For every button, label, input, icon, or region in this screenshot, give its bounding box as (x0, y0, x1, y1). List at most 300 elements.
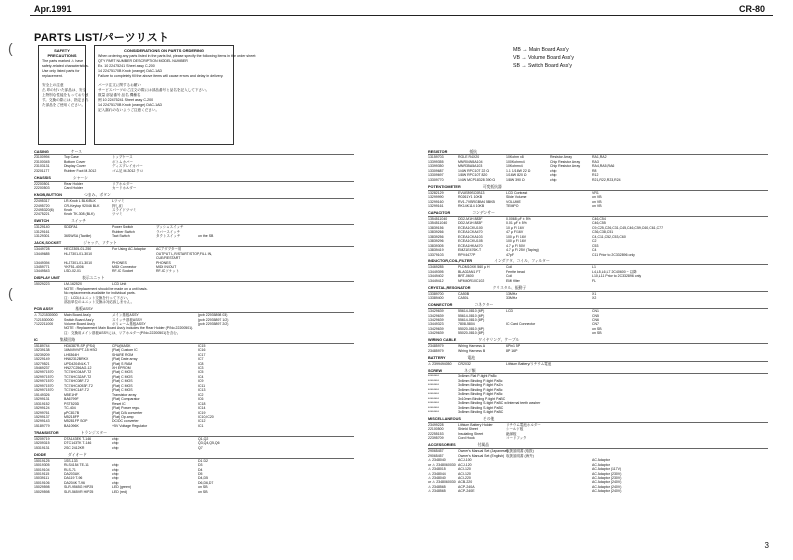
part-row (428, 253, 768, 257)
part-description: (Flat) D/A converter (112, 410, 143, 415)
part-code: DD2-M1H 883F (458, 216, 483, 221)
part-number: 13839256 (428, 234, 444, 239)
part-number: 22495320(6) (34, 207, 54, 212)
part-number: 23100045 (34, 159, 50, 164)
part-description: 10Kohmx4 (506, 164, 523, 169)
part-number: 13389400 (428, 296, 444, 301)
part-description: Lツマミ (112, 199, 125, 204)
safety-precautions-box (38, 45, 89, 145)
part-code: SDDFA1 (64, 225, 78, 230)
section-note: NOTE : Replacement should be made on a unit basis. (64, 286, 148, 291)
part-description: chip (112, 467, 119, 472)
part-description-jp (550, 410, 592, 414)
part-code: ACJ-100 (458, 458, 472, 463)
part-description: 4.7 μ F/ 25V (Taping) (506, 248, 539, 253)
ordering-line: 記入漏れのないようご注意ください。 (98, 108, 160, 112)
part-row (34, 212, 354, 216)
part-number: 13129301 (34, 234, 50, 239)
part-number: 13459771 (34, 264, 50, 269)
ordering-line: 14 22475170B Knob (orange) DAC-1AD (98, 103, 163, 107)
part-number: 15299143 (34, 419, 50, 424)
part-number: 13309770 (428, 177, 444, 182)
part-description-jp (156, 186, 198, 190)
part-number: 13379103 (428, 252, 444, 257)
part-number: 15029598 (34, 485, 50, 490)
binding-mark: ( (8, 40, 13, 56)
part-code: Top Case (64, 155, 79, 160)
part-code: ACI-120 (458, 467, 471, 472)
part-code: DTA143EK T-146 (64, 436, 92, 441)
part-location: C36,C38,C51 (592, 230, 614, 235)
ordering-considerations-box (94, 45, 257, 145)
part-description: 47pF (506, 252, 514, 257)
part-description: ディスプレイカバー (112, 164, 143, 169)
part-number: ⚠ 2348044 (428, 471, 446, 476)
part-code: M5218FP (64, 415, 80, 420)
part-row (34, 424, 354, 428)
part-number: 13429639 (428, 313, 444, 318)
part-code: 2SC 2412KR (64, 445, 85, 450)
section-title-jp: 可変抵抗器 (482, 184, 502, 189)
part-location: D1 D2 (198, 458, 208, 463)
part-description: シールド板 (506, 427, 524, 432)
part-code: BA6799F (64, 397, 79, 402)
section-title: DISPLAY UNIT (34, 276, 60, 281)
section-note: 注：交換用メイン基板ASSYには、リアホルダー(P/No.22200501)を含む。 (64, 330, 181, 335)
part-number: ******** (428, 387, 439, 392)
part-number: 23100994 (34, 155, 50, 160)
part-location (198, 169, 354, 173)
part-code: EMZ1E476K-T (458, 248, 482, 253)
part-code: ACJ-120 (458, 462, 472, 467)
header-divider (30, 15, 773, 16)
part-description-jp: Chip Resistor Array (550, 164, 581, 169)
part-number: 13299160 (428, 199, 444, 204)
section-title-jp: ワイヤリング、ケーブル (478, 338, 520, 343)
part-location: IC4 (198, 374, 204, 379)
part-description: (Flat) Power regu. (112, 406, 141, 411)
part-location: RA3 (592, 159, 599, 164)
part-location: CN7 (592, 322, 600, 327)
part-description: ゴム足 M-3012 クロ (112, 168, 144, 173)
part-code: TC74HC08F-T2 (64, 379, 89, 384)
part-description (506, 410, 550, 414)
part-number: 13469285 (428, 265, 444, 270)
part-location: on VB (592, 203, 602, 208)
section-title: POTENTIOMETER (428, 184, 461, 189)
part-code: 3x10mm Binding P-tight PaBC (458, 396, 506, 401)
part-number: 13429639 (428, 317, 444, 322)
section-title: CHASSIS (34, 175, 51, 180)
part-code: ACB-220 (458, 480, 473, 485)
section-title-jp: 集積回路 (59, 337, 75, 342)
part-location: IC15 (198, 343, 206, 348)
part-description: メイン基板ASSY (112, 313, 139, 318)
safety-line: た部品をご使用ください。 (42, 103, 86, 107)
part-number: 13839305 (428, 243, 444, 248)
part-code: NFM40R10C102 (458, 278, 485, 283)
section-note: No replacements available for individual parts. (64, 291, 136, 296)
part-number: ⚠ 7121530000 (34, 313, 58, 318)
part-code: 1/4W RPC10T 22 Ω (458, 168, 489, 173)
part-code: HN62312BRKX (64, 357, 89, 362)
part-number: 15209719 (34, 436, 50, 441)
part-code: 1/4W MCP18328 390 Ω (458, 177, 496, 182)
part-row (428, 204, 768, 208)
part-code: BA1096K (64, 423, 79, 428)
part-code: Wiring Harness B (458, 348, 486, 353)
section-note: 部品単位のユニット交換は対応致しません。 (64, 300, 135, 305)
part-location (592, 349, 768, 353)
part-number: 15039111 (34, 476, 50, 481)
part-description: 10 μ F/ 16V (506, 225, 525, 230)
part-number: 13449323 (428, 322, 444, 327)
part-description: chip (112, 441, 119, 446)
part-number: 1529971570 (34, 370, 54, 375)
part-number: 15229149 (34, 357, 50, 362)
part-description: 33MHz (506, 296, 518, 301)
part-description: DC/DC converter (112, 419, 139, 424)
part-number: 15299131 (34, 397, 50, 402)
part-description: スイッチ基板ASSY (112, 317, 143, 322)
part-location: Q7 (198, 445, 203, 450)
part-number: 22200501 (34, 181, 50, 186)
part-row (428, 362, 768, 366)
part-code: R0261Y1 10KB (458, 195, 483, 200)
ordering-line: 14 22475170B Knob (orange) DAC-1AD (98, 69, 163, 73)
part-number: 1354511040 (428, 221, 448, 226)
part-code: Knob TK-308 (BLK) (64, 212, 95, 217)
part-description (506, 489, 550, 493)
part-number: 13839266 (428, 230, 444, 235)
part-code: Wiring Harness A (458, 344, 486, 349)
part-location (592, 436, 768, 440)
part-row (428, 279, 768, 283)
part-code: CA50L (458, 296, 469, 301)
part-location: IC6 (198, 397, 204, 402)
part-location: (pcb 22935897 1/2) (198, 317, 229, 322)
part-code: HLJ7301-01-3010 (64, 260, 93, 265)
part-location: IC8 (198, 361, 204, 366)
part-code: RGLE R4X20 (458, 155, 480, 160)
part-description: 取扱説明書 (海外) (506, 453, 534, 458)
part-code: RV1-7VBRGBM4 5BKB (458, 199, 495, 204)
safety-line: safety-related characteristics. (42, 64, 89, 68)
part-location: X1 (592, 291, 597, 296)
safety-line: 上特別な性能をもっておりま (42, 93, 89, 97)
part-number: 13449412 (428, 278, 444, 283)
part-code: 55614-0810 (6P) (458, 313, 485, 318)
section-title: JACK,SOCKET (34, 241, 62, 246)
ordering-line: 数量 部品番号 品名 機種名 (98, 93, 141, 97)
part-description: 取扱説明書 (取扱) (506, 449, 534, 454)
part-code: CA50B (458, 291, 470, 296)
part-number: ⚠ 2348015 (428, 467, 446, 472)
part-description: ボリューム基板ASSY (112, 321, 146, 326)
part-location: D4,D5 (198, 476, 208, 481)
part-code: 3x8mm Binding S-tight PaBC (458, 410, 504, 415)
part-code: TC74HC14F-T2 (64, 388, 89, 393)
part-description-jp (550, 362, 592, 366)
part-number: 7122211000 (34, 321, 54, 326)
part-number: 13449394 (34, 260, 50, 265)
part-code: CR-Keytop 92046 BLK (64, 203, 100, 208)
part-description: Ferrite bead (506, 269, 525, 274)
section-title-jp: シャーシ (72, 175, 88, 180)
part-description-jp (156, 446, 198, 450)
header-date: Apr.1991 (34, 4, 72, 14)
part-description-jp (550, 349, 592, 353)
part-description: XH EPROM (112, 366, 131, 371)
part-location: VR1 (592, 190, 599, 195)
part-number: 23103131 (34, 164, 50, 169)
part-description: Coil (506, 265, 513, 270)
part-code: ACI-120 (458, 471, 471, 476)
section-title-jp: トランジスター (80, 430, 107, 435)
part-code: CR2032 (458, 361, 471, 366)
part-location: CN6 (592, 317, 600, 322)
part-code: M5E1HF (64, 392, 78, 397)
part-number: 13839296 (428, 239, 444, 244)
section-title-jp: コネクター (474, 303, 494, 308)
part-number: 15149326 (34, 392, 50, 397)
part-description: (Flat) C MOS (112, 370, 133, 375)
part-location: RA4,RA5,RA6 (592, 164, 615, 169)
part-number: ⚠ 2348565 (428, 484, 446, 489)
part-description: chip (112, 445, 119, 450)
part-description: +5V Voltage Regulator (112, 423, 148, 428)
part-location: IC1 (198, 423, 204, 428)
part-code: RLS-71 (64, 467, 76, 472)
part-code: Display Cover (64, 164, 86, 169)
part-location: D3 (198, 463, 203, 468)
section-title-jp: インダクタ、コイル、フィルター (494, 259, 550, 264)
part-row (428, 331, 768, 335)
part-code: ACI-220 (458, 476, 471, 480)
part-location: IC10,IC20 (198, 415, 214, 420)
part-location: D5 (198, 472, 203, 476)
section-title-jp: ジャック、ソケット (83, 241, 117, 246)
part-description-jp: OUTPUT L,R/START/STOP,FILL IN, (156, 251, 213, 256)
part-location (592, 362, 768, 366)
part-location: C46,C54 (592, 216, 606, 221)
part-description: 絶縁板 (506, 431, 517, 436)
part-code: Bottom Cover (64, 159, 86, 164)
part-code: Owner's Manual Set (English) (458, 453, 505, 458)
part-code: 7808-5804 (458, 322, 475, 327)
part-description-jp: タクトスイッチ (156, 234, 181, 239)
part-number: 15029223 (34, 282, 50, 287)
part-number: 13282129 (428, 190, 444, 195)
part-code: LM-16252X (64, 282, 83, 287)
safety-line: ⚠ 印の付いた部品は、安全 (42, 88, 87, 92)
part-location: on SB (592, 331, 602, 336)
part-number: 13449728 (34, 247, 50, 252)
part-description: ボトムカバー (112, 159, 133, 164)
part-code: EVUE89SC0B13 (458, 190, 485, 195)
part-description: Reset IC (112, 401, 126, 406)
ordering-line: QTY PART NUMBER DESCRIPTION MODEL NUMBER (98, 59, 188, 63)
part-number: 15239209 (34, 352, 50, 357)
part-description: 100 μ F/ 16V (506, 239, 527, 244)
part-number: 13839419 (428, 248, 444, 253)
part-description: VOLUME (506, 199, 521, 204)
section-title: CRYSTAL,RESONATOR (428, 285, 471, 290)
part-number: 13129161 (34, 229, 50, 234)
part-location: D6,D6,D7 (198, 480, 214, 485)
part-description: chip (112, 463, 119, 468)
part-location: L10,L11 Prior to 2C332896 only (592, 274, 642, 279)
part-number: ******** (428, 392, 439, 397)
part-description: Rubber Switch (112, 229, 135, 234)
section-title-jp: ケース (70, 149, 82, 154)
section-title-jp: 付属品 (477, 443, 490, 448)
part-description: 4.7 μ F/ 50V (506, 243, 526, 248)
part-location: IC2 (198, 392, 204, 397)
part-location (198, 212, 354, 216)
part-description: ツマミ (112, 212, 123, 217)
part-description-jp (550, 331, 592, 335)
part-description-jp: ACアダプター用 (156, 247, 182, 252)
part-code: ECEA1HKA470 (458, 243, 483, 248)
ordering-line: When ordering any parts listed in the parts list, please specify the following items in the order sheet: (98, 54, 257, 58)
binding-mark: ( (8, 285, 13, 301)
part-code: Main Board Ass'y (64, 313, 91, 318)
part-description: コードフック (506, 436, 527, 441)
part-number: 13449395 (428, 269, 444, 274)
part-description (506, 331, 550, 335)
part-code: SLR-565VR HIP25 (64, 489, 94, 494)
part-location: C11 Prior to 2C332896 only (592, 252, 635, 257)
part-row (428, 178, 768, 182)
part-code: 3x8mm Binding P-tight PaBc (458, 392, 503, 397)
part-number: 15319131 (34, 445, 50, 450)
part-description: 10Kohm x8 (506, 155, 524, 160)
part-number: 1529971570 (34, 379, 54, 384)
part-description: 100Kohmx4 (506, 159, 525, 164)
part-number: 15299137 (34, 415, 50, 420)
part-code: 36SWSA (Tactile) (64, 234, 92, 239)
section-title: BATTERY (428, 355, 446, 360)
part-location (198, 186, 354, 190)
part-code: Rubber Foot M-3012 (64, 168, 97, 173)
part-description: LED (green) (112, 485, 132, 490)
part-description-jp: Resistor Array (550, 155, 572, 160)
part-description: (Flat) C MOS (112, 379, 133, 384)
part-number: ⚠ 2348040 (428, 458, 446, 463)
safety-line: Use only listed parts for (42, 69, 80, 73)
section-title: CONNECTOR (428, 303, 453, 308)
part-number: 15019125 (34, 458, 50, 463)
part-code: LH5364H (64, 352, 79, 357)
part-code: ECEA1CKU100 (458, 225, 483, 230)
section-title: RESISTOR (428, 149, 448, 154)
part-description: (Flat) C MOS (112, 383, 133, 388)
part-code: DA204K T-96 (64, 480, 85, 485)
part-number: ******** (428, 374, 439, 379)
part-code: BRT-0600 (458, 274, 474, 279)
part-row (34, 186, 354, 190)
part-location: IC9 (198, 379, 204, 384)
part-code: MNR35A5A103 (458, 164, 483, 169)
part-number: 13429639 (428, 309, 444, 314)
part-row (428, 410, 768, 414)
part-code: 3x6mm Binding P-tight PaBc (458, 378, 503, 383)
section-note: 注：LCDはユニット交換を行って下さい。 (64, 295, 131, 300)
ordering-line: Failure to completely fill the above items will cause errors and delay in delivery. (98, 74, 224, 78)
ordering-line: 例 10 22475241 Sheet assy C-200 (98, 98, 154, 102)
part-code: Shield Sheet (458, 427, 478, 432)
part-number: 15209315 (34, 441, 50, 446)
part-number: 1529971570 (34, 383, 54, 388)
part-description: LCD Unit (112, 282, 127, 287)
part-number: ⚠ 2399494050 (428, 361, 452, 366)
part-description: (Flat) Custom IC (112, 348, 138, 353)
part-code: μPC817B (64, 410, 80, 415)
part-number: 23485979 (428, 344, 444, 349)
part-description: PHONES (112, 260, 127, 265)
ordering-line: Ex. 10 22475241 Sheet assy C-200 (98, 64, 155, 68)
part-number: 15469237 (34, 366, 50, 371)
part-description: chip (112, 436, 119, 441)
page-number: 3 (764, 541, 769, 550)
part-code: DTC143TK T-146 (64, 441, 92, 446)
part-location: X2 (592, 296, 597, 301)
part-location: (pcb 22935897 2/2) (198, 321, 229, 326)
part-location: IC13 (198, 388, 206, 393)
part-location: IC7 (198, 357, 204, 362)
section-title: SWITCH (34, 219, 49, 224)
part-description-jp: ラバースイッチ (156, 229, 181, 234)
part-number: 15189779 (34, 423, 50, 428)
part-description: 1/16W 820 Ω (506, 173, 527, 178)
part-location: (pcb 22935898 03) (198, 313, 228, 318)
part-code: 1/8W RPC10T 820 (458, 173, 488, 178)
section-title: PCB ASSY (34, 307, 54, 312)
part-description: For Using AC Adaptor (112, 247, 146, 252)
part-location: on SB (198, 485, 208, 490)
part-location: IC18 (198, 401, 206, 406)
part-location: C46,C55 (592, 221, 606, 226)
part-row (34, 490, 354, 494)
part-description: 1/8W 390 Ω (506, 177, 525, 182)
part-description: 100 μ F/ 16V (506, 234, 527, 239)
part-location: IC17 (198, 352, 206, 357)
part-code: TC74HC04AF-T2 (64, 370, 92, 375)
section-title-jp: コンデンサー (472, 210, 495, 215)
section-title-jp: ダイオード (68, 452, 87, 457)
part-code: RLS4154 TE-11 (64, 463, 89, 468)
part-description-jp (550, 279, 592, 283)
part-number: 13839156 (428, 225, 444, 230)
part-number: 15029598 (34, 489, 50, 494)
part-number: ******** (428, 383, 439, 388)
part-code: 1SS-133 (64, 458, 78, 463)
part-number: 13449402 (428, 274, 444, 279)
part-description: EMI filter (506, 278, 520, 283)
part-number: ⚠ 2348565 (428, 489, 446, 494)
part-number: ⚠ 2348040 (428, 476, 446, 480)
part-number: 13449685 (34, 251, 50, 256)
part-number: 13389700 (428, 291, 444, 296)
part-description: Power Switch (112, 225, 134, 230)
part-number: 22395709 (428, 436, 444, 441)
part-location: IC19 (198, 410, 206, 415)
part-code: HN27C256AG-12 (64, 366, 92, 371)
legend-item: MB → Main Board Ass'y (513, 47, 569, 53)
section-title-jp: 表示ユニット (81, 276, 105, 281)
part-location: FL (592, 278, 597, 283)
